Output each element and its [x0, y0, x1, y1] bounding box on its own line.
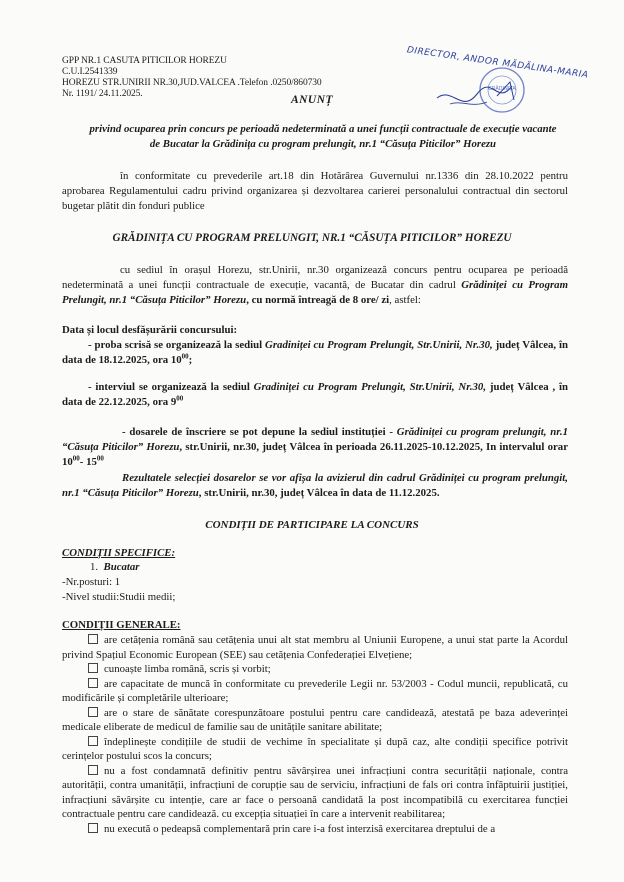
interview-minutes: 00	[176, 394, 184, 403]
files-label: - dosarele de înscriere se pot depune la sediul instituției -	[122, 426, 397, 438]
condition-text: are capacitate de muncă în conformitate cu prevederile Legii nr. 53/2003 - Codul muncii, republicată, cu modificările și completările ulterioare;	[62, 677, 568, 704]
fiscal-code: C.U.I.2541339	[62, 67, 118, 77]
checkbox-icon	[88, 736, 98, 746]
written-exam-minutes: 00	[181, 352, 189, 361]
post-name: Bucatar	[103, 561, 140, 573]
interview-item	[62, 380, 568, 410]
condition-text: cunoaște limba română, scris și vorbit;	[104, 663, 271, 675]
schedule-heading: Data și locul desfășurării concursului:	[62, 324, 238, 336]
condition-text: îndeplinește condițiile de studii de vechime în specialitate și după caz, alte condiții specifice potrivit cerințelor postului scos la concurs;	[62, 735, 568, 762]
list-item	[62, 677, 568, 706]
institution-name: GPP NR.1 CASUTA PITICILOR HOREZU	[62, 56, 227, 66]
condition-text: are o stare de sănătate corespunzătoare postului pentru care candidează, atestată pe baza adeverinței medicale eliberate de medicul de familie sau de unitățile sanitare abilitate;	[62, 706, 568, 733]
interview-location: Gradiniței cu Program Prelungit, Str.Unirii, Nr.30,	[253, 381, 487, 393]
list-item	[62, 764, 568, 822]
stamp-text: GRĂDINIȚA	[488, 86, 516, 92]
study-level: -Nivel studii:Studii medii;	[62, 591, 176, 603]
specific-post-line	[90, 560, 140, 575]
interview-date: județ Vâlcea , în data de 22.12.2025, ora 9	[62, 381, 568, 408]
interview-label: - interviul se organizează la sediul	[88, 381, 254, 393]
written-exam-label: - proba scrisă se organizează la sediul	[88, 339, 266, 351]
intro-paragraph	[62, 263, 568, 308]
results-item	[62, 471, 568, 501]
list-item	[62, 633, 568, 662]
results-date: , str.Unirii, nr.30, județ Vâlcea în data de 11.12.2025.	[198, 487, 440, 499]
specific-conditions-heading: CONDIȚII SPECIFICE:	[62, 547, 176, 559]
institution-heading: GRĂDINIȚA CU PROGRAM PRELUNGIT, NR.1 “CĂSUȚA PITICILOR” HOREZU	[112, 232, 512, 244]
condition-text: nu execută o pedeapsă complementară prin care i-a fost interzisă exercitarea dreptului de a	[104, 822, 496, 835]
registration-number: Nr. 1191/ 24.11.2025.	[62, 89, 143, 99]
conditions-heading: CONDIȚII DE PARTICIPARE LA CONCURS	[205, 519, 419, 531]
posts-count: -Nr.posturi: 1	[62, 576, 121, 588]
institution-address: HOREZU STR.UNIRII NR.30,JUD.VALCEA .Telefon .0250/860730	[62, 78, 322, 88]
list-item	[62, 662, 568, 677]
signature-stamp-area	[402, 45, 612, 116]
intro-norm: , cu normă întreagă de 8 ore/ zi	[246, 294, 390, 306]
files-interval-end: - 15	[79, 456, 97, 468]
legal-basis: în conformitate cu prevederile art.18 din Hotărârea Guvernului nr.1336 din 28.10.2022 pentru aprobarea Regulamentului cadru privind organizarea și dezvoltarea carierei personalului contractual din sectorul bugetar plătit din fonduri publice	[62, 170, 568, 212]
checkbox-icon	[88, 678, 98, 688]
checkbox-icon	[88, 707, 98, 717]
checkbox-icon	[88, 765, 98, 775]
intro-text: cu sediul în orașul Horezu, str.Unirii, nr.30 organizează concurs pentru ocuparea pe perioadă nedeterminată a unei funcții contractuale de execuție, vacantă, de Bucatar din cadrul	[62, 264, 568, 291]
written-exam-location: Gradiniței cu Program Prelungit, Str.Unirii, Nr.30,	[265, 339, 493, 351]
intro-institution: Grădiniței cu Program Prelungit, nr.1 “Căsuța Piticilor” Horezu	[62, 279, 568, 306]
checkbox-icon	[88, 634, 98, 644]
post-number: 1.	[90, 561, 99, 573]
results-text: Rezultatele selecției dosarelor se vor afișa la avizierul din cadrul Grădiniței cu program prelungit, nr.1 “Căsuța Piticilor” Horezu	[62, 472, 568, 499]
written-exam-item	[62, 338, 568, 368]
files-submission-item	[62, 425, 568, 470]
page-title: ANUNȚ	[290, 94, 334, 106]
list-item	[62, 735, 568, 764]
intro-end: , astfel:	[389, 294, 421, 306]
checkbox-icon	[88, 663, 98, 673]
general-conditions-heading: CONDIȚII GENERALE:	[62, 619, 181, 631]
written-exam-end: ;	[188, 354, 193, 366]
files-start-minutes: 00	[72, 454, 80, 463]
files-period: , str.Unirii, nr.30, județ Vâlcea în perioada 26.11.2025-10.12.2025, In intervalul orar 10	[62, 441, 568, 468]
condition-text: are cetățenia română sau cetățenia unui alt stat membru al Uniunii Europene, a unui stat parte la Acordul privind Spațiul Economic European (SEE) sau cetățenia Confederației Elvețiene;	[62, 634, 568, 661]
files-institution: Grădiniței cu program prelungit, nr.1 “Căsuța Piticilor” Horezu	[62, 426, 568, 453]
director-signature-text: DIRECTOR, ANDOR MĂDĂLINA-MARIA	[406, 45, 589, 81]
list-item	[62, 822, 568, 837]
files-end-minutes: 00	[96, 454, 104, 463]
general-conditions-list	[62, 633, 568, 836]
written-exam-date: județ Vâlcea, în data de 18.12.2025, ora 10	[62, 339, 568, 366]
condition-text: nu a fost condamnată definitiv pentru săvârșirea unei infracțiuni contra securității naționale, contra autorității, contra umanității, infracțiuni de corupție sau de serviciu, infracțiuni de fals ori contra înfăptuirii justiției, infracțiuni săvârșite cu intenție, care ar face o persoană candidată la post incompatibilă cu exercitarea funcției contractuale pentru care candidează. cu excepția situației în care a intervenit reabilitarea;	[62, 764, 568, 820]
list-item	[62, 706, 568, 735]
announcement-purpose: privind ocuparea prin concurs pe perioadă nedeterminată a unei funcții contractuale de execuție vacante de Bucatar la Grădinița cu program prelungit, nr.1 “Căsuța Piticilor” Horezu	[89, 123, 557, 150]
checkbox-icon	[88, 823, 98, 833]
